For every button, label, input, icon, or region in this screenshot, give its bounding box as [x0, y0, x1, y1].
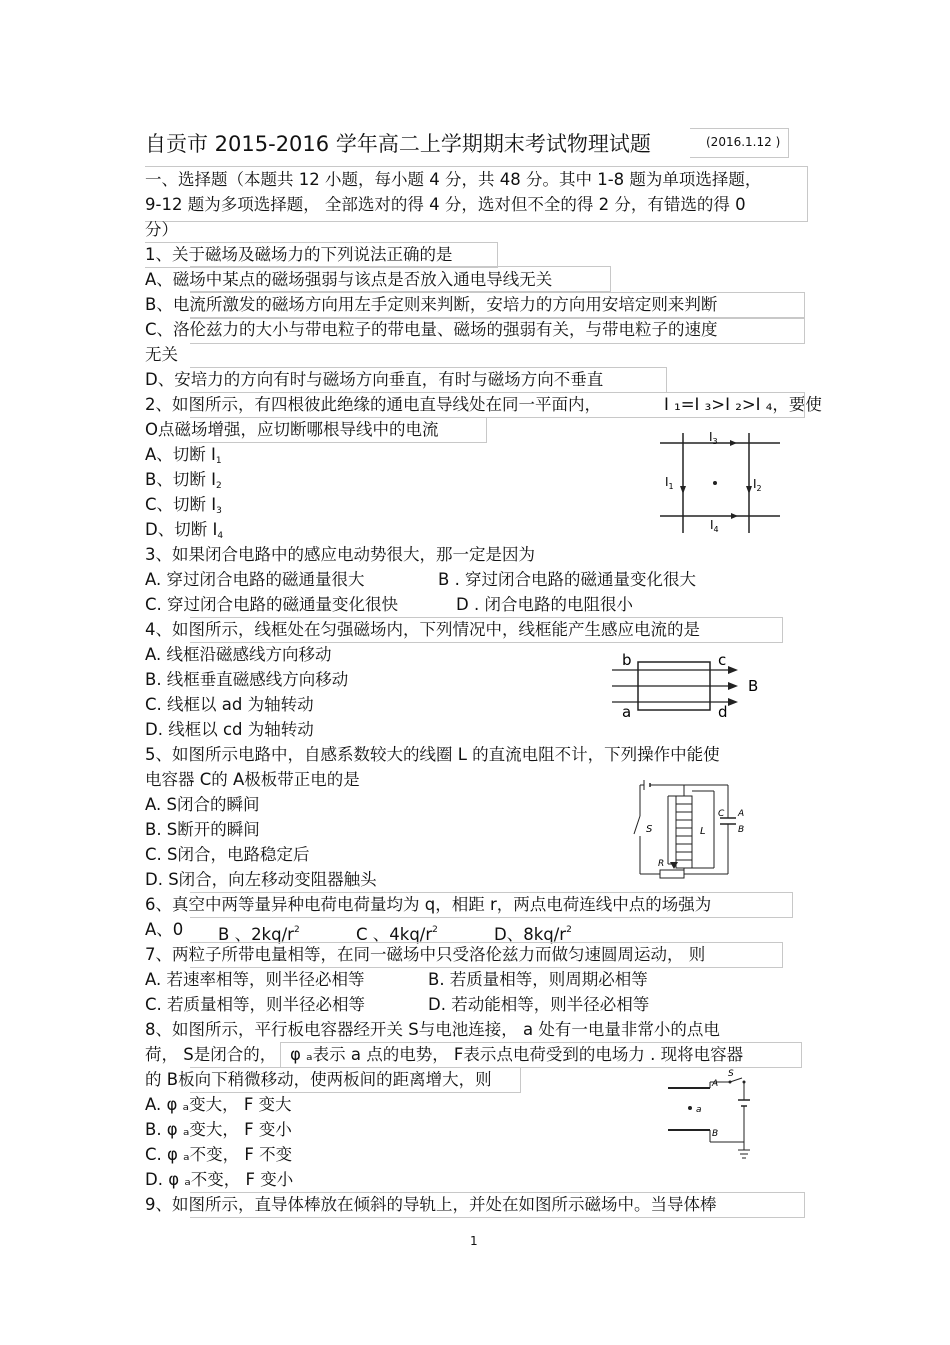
field-label-b: B: [748, 677, 759, 695]
q6-stem: 6、真空中两等量异种电荷电荷量均为 q，相距 r，两点电荷连线中点的场强为: [145, 895, 712, 914]
section-line-1: 一、选择题（本题共 12 小题，每小题 4 分，共 48 分。其中 1-8 题为单项选择题，: [145, 170, 762, 189]
q5-stem-line-2: 电容器 C的 A极板带正电的是: [145, 770, 360, 789]
q7-option-d: D. 若动能相等，则半径必相等: [428, 995, 650, 1014]
plate-b-label: B: [738, 825, 745, 835]
q4-stem: 4、如图所示，线框处在匀强磁场内，下列情况中，线框能产生感应电流的是: [145, 620, 700, 639]
q1-option-d: D、安培力的方向有时与磁场方向垂直，有时与磁场方向不垂直: [145, 370, 604, 389]
q1-d-box: [190, 367, 667, 393]
q9-stem-box: [190, 1192, 805, 1218]
q6-option-b: B 、$2kq/r^2$: [218, 925, 300, 944]
q2-option-a: A、切断 $I_1$: [145, 445, 222, 466]
inductor-label: L: [700, 826, 706, 837]
q2-option-b: B、切断 $I_2$: [145, 470, 222, 491]
q8-option-d: D. φ ₐ不变， F 变小: [145, 1170, 294, 1189]
q4-option-d: D. 线框以 cd 为轴转动: [145, 720, 314, 739]
q6-stem-box: [190, 892, 793, 918]
rheostat-label: R: [658, 859, 665, 869]
q5-option-b: B. S断开的瞬间: [145, 820, 260, 839]
corner-b: b: [622, 651, 632, 669]
page-number: 1: [470, 1234, 478, 1248]
plate-a-label: A: [712, 1079, 719, 1089]
point-a-label: a: [696, 1105, 702, 1115]
label-i2: $I_2$: [753, 477, 762, 493]
corner-c: c: [718, 651, 727, 669]
q6-option-a: A、0: [145, 920, 184, 939]
q7-stem-box: [190, 942, 783, 968]
q2-wire-figure: [655, 428, 785, 538]
q8-option-c: C. φ ₐ不变， F 不变: [145, 1145, 293, 1164]
section-line-3: 分）: [145, 220, 178, 239]
q7-option-c: C. 若质量相等，则半径必相等: [145, 995, 366, 1014]
q6-option-c: C 、$4kq/r^2$: [356, 925, 438, 944]
switch-label: S: [728, 1069, 734, 1079]
q8-stem-line-1: 8、如图所示，平行板电容器经开关 S与电池连接， a 处有一电量非常小的点电: [145, 1020, 720, 1039]
q5-stem-line-1: 5、如图所示电路中，自感系数较大的线圈 L 的直流电阻不计，下列操作中能使: [145, 745, 720, 764]
q1-option-a: A、磁场中某点的磁场强弱与该点是否放入通电导线无关: [145, 270, 553, 289]
q2-option-d: D、切断 $I_4$: [145, 520, 224, 541]
exam-date: (2016.1.12 ): [706, 135, 781, 149]
q7-option-b: B. 若质量相等，则周期必相等: [428, 970, 648, 989]
plate-b-label: B: [712, 1129, 719, 1139]
q8-stem-line-3: 的 B板向下稍微移动，使两板间的距离增大，则: [145, 1070, 492, 1089]
page-title: 自贡市 2015-2016 学年高二上学期期末考试物理试题: [145, 132, 651, 156]
q2-stem-line-2: O点磁场增强，应切断哪根导线中的电流: [145, 420, 439, 439]
switch-label: S: [646, 824, 653, 835]
q2-stem2-box: [190, 417, 487, 443]
date-box: [690, 128, 789, 158]
q7-stem: 7、两粒子所带电量相等，在同一磁场中只受洛伦兹力而做匀速圆周运动， 则: [145, 945, 706, 964]
label-i3: $I_3$: [709, 430, 718, 446]
q3-option-b: B . 穿过闭合电路的磁通量变化很大: [438, 570, 697, 589]
q3-option-c: C. 穿过闭合电路的磁通量变化很快: [145, 595, 399, 614]
q9-stem: 9、如图所示，直导体棒放在倾斜的导轨上，并处在如图所示磁场中。当导体棒: [145, 1195, 717, 1214]
q2-option-c: C、切断 $I_3$: [145, 495, 222, 516]
q8-capacitor-figure: [660, 1066, 770, 1166]
q8-option-a: A. φ ₐ变大， F 变大: [145, 1095, 292, 1114]
q8-stem2-box: [280, 1042, 802, 1068]
q3-stem: 3、如果闭合电路中的感应电动势很大，那一定是因为: [145, 545, 535, 564]
q4-option-b: B. 线框垂直磁感线方向移动: [145, 670, 349, 689]
q2-current-relation: I ₁=I ₃>I ₂>I ₄，要使: [664, 395, 822, 414]
q1-b-box: [190, 292, 805, 318]
q2-stem-box: [190, 392, 805, 418]
q1-option-c-line-2: 无关: [145, 345, 178, 364]
q6-option-d: D、$8kq/r^2$: [494, 925, 572, 944]
q4-option-a: A. 线框沿磁感线方向移动: [145, 645, 332, 664]
q3-option-a: A. 穿过闭合电路的磁通量很大: [145, 570, 365, 589]
q5-option-c: C. S闭合，电路稳定后: [145, 845, 310, 864]
q1-option-c-line-1: C、洛伦兹力的大小与带电粒子的带电量、磁场的强弱有关，与带电粒子的速度: [145, 320, 718, 339]
q3-option-d: D . 闭合电路的电阻很小: [456, 595, 633, 614]
q5-circuit-figure: [630, 776, 755, 886]
q5-option-a: A. S闭合的瞬间: [145, 795, 260, 814]
q8-option-b: B. φ ₐ变大， F 变小: [145, 1120, 292, 1139]
corner-a: a: [622, 703, 632, 721]
q8-stem3-box: [190, 1067, 521, 1093]
q4-stem-box: [190, 617, 783, 643]
q5-option-d: D. S闭合，向左移动变阻器触头: [145, 870, 377, 889]
q1-stem-box: [145, 242, 498, 268]
q2-stem-line-1: 2、如图所示，有四根彼此绝缘的通电直导线处在同一平面内，: [145, 395, 601, 414]
q4-frame-figure: [610, 650, 770, 720]
capacitor-label: C: [718, 809, 725, 819]
label-i4: $I_4$: [710, 518, 719, 534]
q8-stem-line-2b: φ ₐ表示 a 点的电势， F表示点电荷受到的电场力 . 现将电容器: [290, 1045, 744, 1064]
q1-a-box: [190, 266, 611, 292]
q8-stem-line-2a: 荷， S是闭合的，: [145, 1045, 277, 1064]
q7-option-a: A. 若速率相等，则半径必相等: [145, 970, 365, 989]
q4-option-c: C. 线框以 ad 为轴转动: [145, 695, 314, 714]
q1-c-box: [190, 318, 805, 344]
label-i1: $I_1$: [665, 475, 674, 491]
corner-d: d: [718, 703, 728, 721]
plate-a-label: A: [738, 809, 745, 819]
section-line-2: 9-12 题为多项选择题， 全部选对的得 4 分，选对但不全的得 2 分，有错选的得 0: [145, 195, 746, 214]
q1-stem: 1、关于磁场及磁场力的下列说法正确的是: [145, 245, 453, 264]
q1-option-b: B、电流所激发的磁场方向用左手定则来判断，安培力的方向用安培定则来判断: [145, 295, 718, 314]
